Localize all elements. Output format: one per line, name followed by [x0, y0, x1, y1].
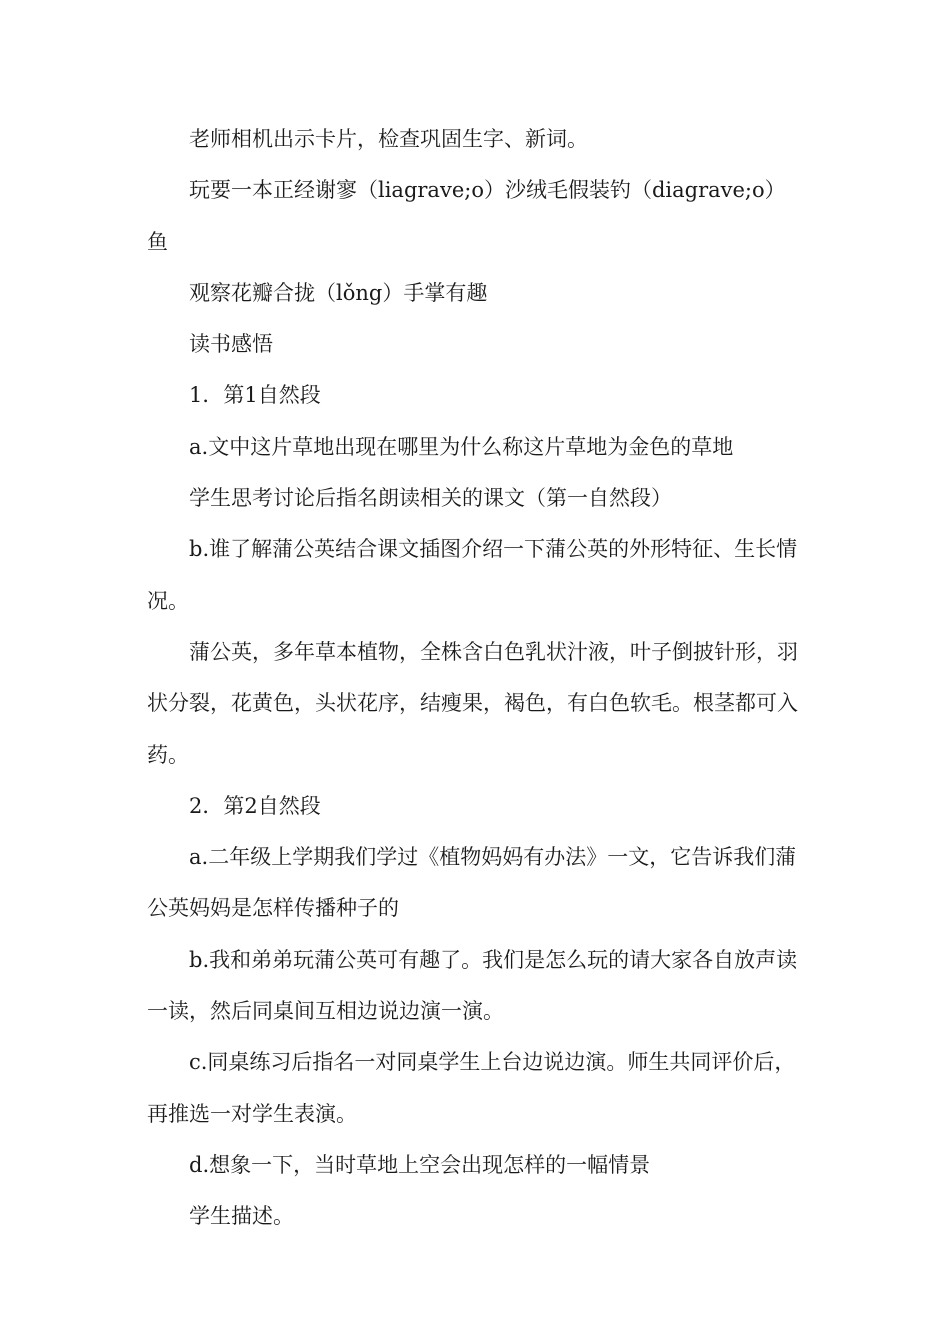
question-2c: c.同桌练习后指名一对同桌学生上台边说边演。师生共同评价后，再推选一对学生表演。	[147, 1050, 796, 1126]
paragraph-vocab-line-1: 玩要一本正经谢寥（liagrave;o）沙绒毛假装钓（diagrave;o）鱼	[147, 178, 786, 254]
question-1b: b.谁了解蒲公英结合课文插图介绍一下蒲公英的外形特征、生长情况。	[147, 537, 798, 613]
subheading-paragraph-1: 1．第1自然段	[189, 383, 321, 408]
activity-2d: 学生描述。	[189, 1204, 294, 1229]
question-2b: b.我和弟弟玩蒲公英可有趣了。我们是怎么玩的请大家各自放声读一读，然后同桌间互相边说边演一演。	[147, 947, 798, 1024]
subheading-paragraph-2: 2．第2自然段	[189, 793, 321, 818]
activity-1a: 学生思考讨论后指名朗读相关的课文（第一自然段）	[189, 486, 672, 511]
paragraph-vocab-line-2: 观察花瓣合拢（lǒng）手掌有趣	[189, 280, 488, 305]
dandelion-description: 蒲公英，多年草本植物，全株含白色乳状汁液，叶子倒披针形，羽状分裂，花黄色，头状花序，结瘦果，褐色，有白色软毛。根茎都可入药。	[147, 639, 798, 767]
paragraph-show-cards: 老师相机出示卡片，检查巩固生字、新词。	[189, 127, 588, 151]
question-2d: d.想象一下，当时草地上空会出现怎样的一幅情景	[189, 1152, 651, 1177]
question-1a: a.文中这片草地出现在哪里为什么称这片草地为金色的草地	[189, 434, 734, 459]
section-heading-reading: 读书感悟	[189, 332, 273, 357]
document-body	[147, 114, 799, 1243]
question-2a: a.二年级上学期我们学过《植物妈妈有办法》一文，它告诉我们蒲公英妈妈是怎样传播种子的	[147, 845, 797, 921]
